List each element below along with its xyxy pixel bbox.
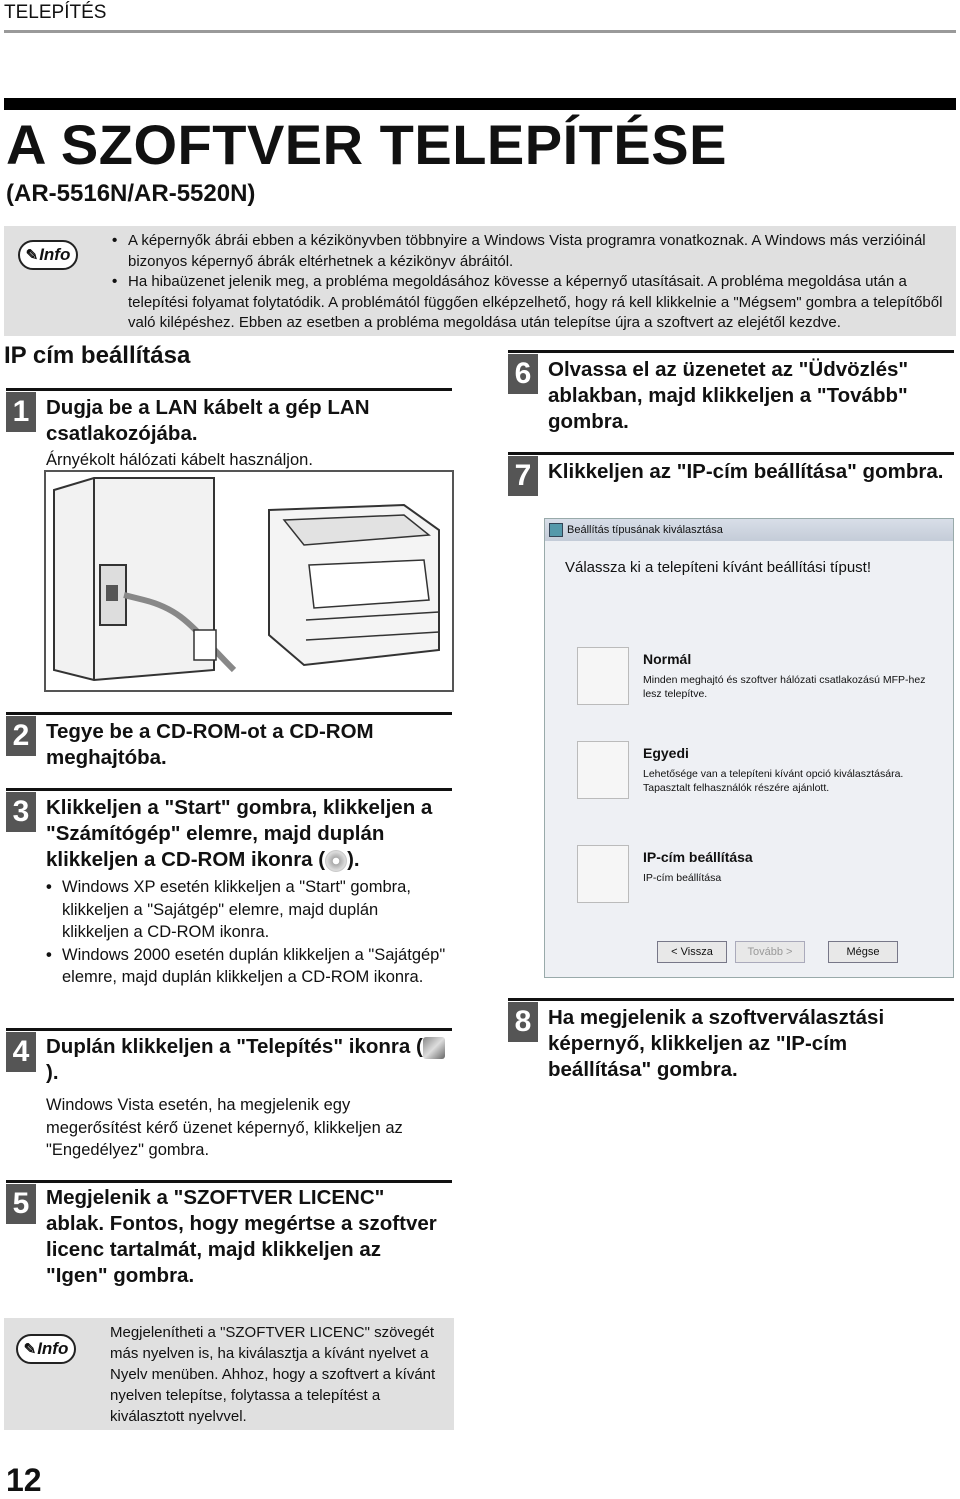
step-heading: Duplán klikkeljen a "Telepítés" ikonra ().: [46, 1034, 450, 1086]
list-item: • Ha hibaüzenet jelenik meg, a probléma megoldásához kövesse a képernyő utasításait. A probléma megoldása után a telepítési folyamat folytatódik. A problémától függően elképzelhető, hogy rá kell klikkelnie a "Mégsem" gombra a telepítőből való kilépéshez. Ebben az esetben a probléma megoldása után telepítse újra a szoftvert az elejétől kezdve.: [110, 272, 952, 334]
header-divider: [4, 30, 956, 33]
step-heading: Megjelenik a "SZOFTVER LICENC" ablak. Fontos, hogy megértse a szoftver licenc tartalmát, majd klikkeljen az "Igen" gombra.: [46, 1186, 437, 1287]
app-icon: [549, 523, 563, 537]
cd-rom-icon: [325, 850, 347, 872]
step-divider: [6, 388, 452, 391]
page-subtitle: (AR-5516N/AR-5520N): [6, 180, 256, 207]
list-item: • Windows XP esetén klikkeljen a "Start" gombra, klikkeljen a "Sajátgép" elemre, majd duplán klikkeljen a CD-ROM ikonra.: [46, 876, 446, 944]
step-divider: [6, 1028, 452, 1031]
custom-install-icon: [577, 741, 629, 799]
step-divider: [508, 998, 954, 1001]
step-heading: Klikkeljen a "Start" gombra, klikkeljen a "Számítógép" elemre, majd duplán klikkeljen a CD-ROM ikonra ( ).: [46, 796, 433, 871]
printer-lan-illustration: [44, 470, 454, 692]
step-heading: Olvassa el az üzenetet az "Üdvözlés" ablakban, majd klikkeljen a "Tovább" gombra.: [548, 358, 909, 433]
section-header-label: TELEPÍTÉS: [4, 2, 107, 23]
option-title: Egyedi: [643, 745, 689, 761]
step-number: 1: [6, 392, 36, 432]
step-number: 2: [6, 716, 36, 756]
pencil-icon: ✎: [25, 247, 39, 264]
step-number: 8: [508, 1002, 538, 1042]
back-button[interactable]: < Vissza: [657, 941, 727, 963]
normal-install-icon: [577, 647, 629, 705]
option-desc: Lehetősége van a telepíteni kívánt opció kiválasztására. Tapasztalt felhasználók részére ajánlott.: [643, 768, 904, 794]
option-normal[interactable]: [577, 647, 937, 705]
step-divider: [6, 788, 452, 791]
step-text: Windows Vista esetén, ha megjelenik egy megerősítést kérő üzenet képernyő, klikkeljen az "Engedélyez" gombra.: [46, 1096, 403, 1159]
option-desc: IP-cím beállítása: [643, 872, 722, 884]
title-bar: [4, 98, 956, 110]
cancel-button[interactable]: Mégse: [828, 941, 898, 963]
option-title: Normál: [643, 651, 692, 667]
step-number: 6: [508, 354, 538, 394]
step-number: 5: [6, 1184, 36, 1224]
option-custom[interactable]: [577, 741, 937, 799]
step-divider: [508, 350, 954, 353]
step-divider: [6, 1180, 452, 1183]
next-button[interactable]: Tovább >: [735, 941, 805, 963]
step-text: Árnyékolt hálózati kábelt használjon.: [46, 451, 313, 469]
page-title: A SZOFTVER TELEPÍTÉSE: [6, 113, 727, 176]
step-divider: [6, 712, 452, 715]
ip-setting-icon: [577, 845, 629, 903]
setup-type-dialog: [544, 518, 954, 978]
info-text: Megjelenítheti a "SZOFTVER LICENC" szövegét más nyelven is, ha kiválasztja a kívánt nyelvet a Nyelv menüben. Ahhoz, hogy a szoftvert a kívánt nyelven telepítse, folytassa a telepítést a kiválasztott nyelvvel.: [110, 1324, 436, 1425]
section-title: IP cím beállítása: [4, 342, 191, 369]
info-badge: ✎ Info: [16, 1334, 76, 1364]
top-info-bullets: [110, 231, 952, 334]
step-number: 4: [6, 1032, 36, 1072]
step-number: 3: [6, 792, 36, 832]
dialog-question: Válassza ki a telepíteni kívánt beállítási típust!: [565, 559, 871, 576]
dialog-title-bar: Beállítás típusának kiválasztása: [545, 519, 953, 541]
pencil-icon: ✎: [23, 1341, 37, 1358]
setup-icon: [423, 1037, 445, 1059]
list-item: • A képernyők ábrái ebben a kézikönyvben többnyire a Windows Vista programra vonatkoznak. A Windows más verzióinál bizonyos képernyő ábrák eltérhetnek a kézikönyv ábráitól.: [110, 231, 952, 272]
step-heading: Ha megjelenik a szoftverválasztási képernyő, klikkeljen az "IP-cím beállítása" gombra.: [548, 1006, 885, 1081]
option-desc: Minden meghajtó és szoftver hálózati csatlakozású MFP-hez lesz telepítve.: [643, 674, 926, 700]
step-divider: [508, 452, 954, 455]
option-ip-setting[interactable]: [577, 845, 937, 903]
step-heading: Klikkeljen az "IP-cím beállítása" gombra.: [548, 460, 944, 483]
step-bullets: [46, 876, 446, 989]
step-heading: Tegye be a CD-ROM-ot a CD-ROM meghajtóba.: [46, 720, 374, 769]
step-heading: Dugja be a LAN kábelt a gép LAN csatlakozójába.: [46, 396, 370, 445]
step-number: 7: [508, 456, 538, 496]
list-item: • Windows 2000 esetén duplán klikkeljen a "Sajátgép" elemre, majd duplán klikkeljen a CD-ROM ikonra.: [46, 944, 446, 989]
info-badge: ✎ Info: [18, 240, 78, 270]
option-title: IP-cím beállítása: [643, 849, 753, 865]
page-number: 12: [6, 1462, 42, 1498]
